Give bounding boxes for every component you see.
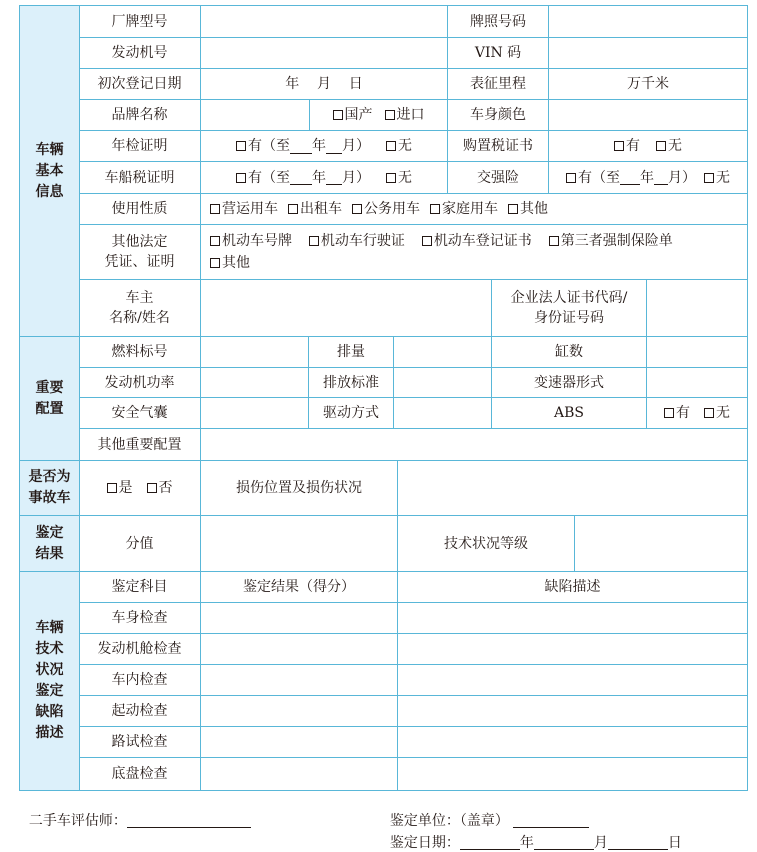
label-engine-power: 发动机功率 (79, 368, 201, 398)
checkbox-vessel-tax-no[interactable] (386, 173, 396, 183)
row-interior-check: 车内检查 (79, 665, 201, 696)
purchase-tax-options (549, 131, 747, 162)
checkbox-usage-taxi[interactable] (288, 204, 298, 214)
checkbox-insurance-no[interactable] (704, 173, 714, 183)
checkbox-abs-yes[interactable] (664, 408, 674, 418)
section-label-accident: 是否为 事故车 (20, 461, 80, 515)
accident-yes-label: 是 (118, 480, 133, 496)
label-first-registration: 初次登记日期 (79, 69, 201, 100)
section-accident (19, 460, 748, 516)
blank-year[interactable] (290, 170, 312, 185)
field-cylinders[interactable] (647, 337, 747, 368)
label-brand-model: 厂牌型号 (79, 6, 201, 38)
doc-option-label: 第三者强制保险单 (560, 233, 673, 249)
checkbox-insurance-yes[interactable] (566, 173, 576, 183)
until-label: （至 (592, 169, 620, 186)
label-cylinders: 缸数 (492, 337, 647, 368)
section-label-config: 重要 配置 (20, 337, 80, 460)
checkbox-doc-plate[interactable] (210, 236, 220, 246)
field-chassis-defect[interactable] (398, 758, 747, 790)
label-score: 分值 (79, 516, 201, 571)
checkbox-purchase-tax-yes[interactable] (614, 141, 624, 151)
label-grade: 技术状况等级 (398, 516, 575, 571)
field-chassis-result[interactable] (201, 758, 398, 790)
row-road-test: 路试检查 (79, 727, 201, 758)
appraiser-label: 二手车评估师： (28, 813, 127, 829)
checkbox-purchase-tax-no[interactable] (656, 141, 666, 151)
checkbox-doc-registration[interactable] (422, 236, 432, 246)
origin-options (310, 100, 448, 131)
section-config (19, 336, 748, 461)
documents-options (201, 225, 747, 280)
usage-option-label: 营运用车 (222, 201, 278, 217)
yes-label: 有 (578, 169, 592, 186)
checkbox-accident-no[interactable] (147, 483, 157, 493)
blank-month[interactable] (326, 139, 342, 154)
field-brand-model[interactable] (201, 6, 448, 38)
field-other-config[interactable] (201, 429, 747, 460)
year-label: 年 (640, 169, 654, 186)
field-airbag[interactable] (201, 398, 309, 429)
date-day-label: 日 (667, 835, 682, 851)
domestic-label: 国产 (344, 107, 373, 123)
field-grade[interactable] (575, 516, 747, 571)
field-vin[interactable] (549, 38, 747, 69)
section-tech (19, 571, 748, 791)
field-road-test-result[interactable] (201, 727, 398, 758)
year-label: 年 (312, 169, 326, 186)
label-damage: 损伤位置及损伤状况 (201, 461, 398, 515)
section-label-basic: 车辆 基本 信息 (20, 6, 80, 336)
field-body-check-defect[interactable] (398, 603, 747, 634)
field-plate-no[interactable] (549, 6, 747, 38)
label-airbag: 安全气囊 (79, 398, 201, 429)
label-vessel-tax: 车船税证明 (79, 162, 201, 194)
checkbox-doc-other[interactable] (210, 258, 220, 268)
section-label-tech: 车辆 技术 状况 鉴定 缺陷 描述 (20, 572, 80, 790)
no-label: 无 (716, 169, 730, 186)
label-id-code: 企业法人证书代码/ 身份证号码 (492, 280, 647, 336)
label-body-color: 车身颜色 (448, 100, 549, 131)
yes-label: 有 (676, 405, 690, 421)
header-result: 鉴定结果（得分） (201, 572, 398, 603)
label-other-documents: 其他法定 凭证、证明 (79, 225, 201, 280)
label-other-config: 其他重要配置 (79, 429, 201, 460)
field-interior-defect[interactable] (398, 665, 747, 696)
date-label: 鉴定日期： (389, 835, 460, 851)
field-damage[interactable] (398, 461, 747, 515)
accident-options (79, 461, 201, 515)
field-transmission[interactable] (647, 368, 747, 398)
inspection-options (201, 131, 448, 162)
field-road-test-defect[interactable] (398, 727, 747, 758)
label-inspection: 年检证明 (79, 131, 201, 162)
section-basic-info (19, 5, 748, 337)
checkbox-accident-yes[interactable] (107, 483, 117, 493)
label-engine-no: 发动机号 (79, 38, 201, 69)
field-engine-bay-defect[interactable] (398, 634, 747, 665)
date-month-field[interactable] (534, 835, 594, 850)
field-fuel[interactable] (201, 337, 309, 368)
unit-label: 鉴定单位：（盖章） (389, 813, 509, 829)
label-transmission: 变速器形式 (492, 368, 647, 398)
blank-year[interactable] (290, 139, 312, 154)
date-day-field[interactable] (608, 835, 668, 850)
no-label: 无 (716, 405, 730, 421)
label-plate-no: 牌照号码 (448, 6, 549, 38)
month-label: 月） (668, 169, 696, 186)
field-emission[interactable] (394, 368, 492, 398)
header-defect: 缺陷描述 (398, 572, 747, 603)
checkbox-doc-license[interactable] (309, 236, 319, 246)
field-displacement[interactable] (394, 337, 492, 368)
field-start-result[interactable] (201, 696, 398, 727)
field-engine-bay-result[interactable] (201, 634, 398, 665)
doc-option-label: 其他 (222, 255, 250, 271)
date-line (381, 816, 682, 852)
checkbox-doc-insurance[interactable] (549, 236, 559, 246)
usage-option-label: 出租车 (300, 201, 342, 217)
label-usage: 使用性质 (79, 194, 201, 225)
blank-month[interactable] (326, 170, 342, 185)
field-engine-power[interactable] (201, 368, 309, 398)
field-interior-result[interactable] (201, 665, 398, 696)
field-first-registration[interactable]: 年 月 日 (201, 69, 448, 100)
label-insurance: 交强险 (448, 162, 549, 194)
checkbox-abs-no[interactable] (704, 408, 714, 418)
row-engine-bay-check: 发动机舱检查 (79, 634, 201, 665)
header-item: 鉴定科目 (79, 572, 201, 603)
date-year-label: 年 (519, 835, 534, 851)
imported-label: 进口 (396, 107, 425, 123)
label-purchase-tax: 购置税证书 (448, 131, 549, 162)
yes-label: 有 (626, 138, 640, 154)
label-mileage: 表征里程 (448, 69, 549, 100)
label-owner: 车主 名称/姓名 (79, 280, 201, 336)
label-brand-name: 品牌名称 (79, 100, 201, 131)
checkbox-usage-other[interactable] (508, 204, 518, 214)
insurance-options (549, 162, 747, 194)
row-chassis-check: 底盘检查 (79, 758, 201, 790)
field-drive[interactable] (394, 398, 492, 429)
label-drive: 驱动方式 (309, 398, 394, 429)
checkbox-inspection-no[interactable] (386, 141, 396, 151)
documents-options-inner (210, 230, 673, 274)
no-label: 无 (398, 169, 412, 186)
abs-options (647, 398, 747, 429)
checkbox-usage-official[interactable] (352, 204, 362, 214)
usage-option-label: 家庭用车 (442, 201, 498, 217)
field-score[interactable] (201, 516, 398, 571)
yes-label: 有 (248, 169, 262, 186)
doc-option-label: 机动车登记证书 (433, 233, 532, 249)
year-label: 年 (312, 138, 326, 154)
month-label: 月） (342, 138, 370, 154)
blank-month[interactable] (654, 170, 668, 185)
date-month-label: 月 (593, 835, 608, 851)
field-mileage[interactable]: 万千米 (549, 69, 747, 100)
checkbox-usage-operating[interactable] (210, 204, 220, 214)
checkbox-domestic[interactable] (333, 110, 343, 120)
field-owner[interactable] (201, 280, 492, 336)
date-year-field[interactable] (460, 835, 520, 850)
checkbox-usage-family[interactable] (430, 204, 440, 214)
field-body-color[interactable] (549, 100, 747, 131)
appraiser-line (20, 794, 251, 830)
blank-year[interactable] (620, 170, 640, 185)
label-abs: ABS (492, 398, 647, 429)
no-label: 无 (668, 138, 682, 154)
doc-option-label: 机动车号牌 (222, 233, 292, 249)
appraiser-signature-field[interactable] (127, 813, 251, 828)
field-engine-no[interactable] (201, 38, 448, 69)
checkbox-imported[interactable] (385, 110, 395, 120)
month-label: 月） (342, 169, 370, 186)
usage-option-label: 其他 (520, 201, 548, 217)
yes-label: 有 (248, 138, 262, 154)
doc-option-label: 机动车行驶证 (320, 233, 405, 249)
label-vin: VIN 码 (448, 38, 549, 69)
accident-no-label: 否 (158, 480, 173, 496)
checkbox-vessel-tax-yes[interactable] (236, 173, 246, 183)
checkbox-inspection-yes[interactable] (236, 141, 246, 151)
label-emission: 排放标准 (309, 368, 394, 398)
field-id-code[interactable] (647, 280, 747, 336)
no-label: 无 (398, 138, 412, 154)
usage-option-label: 公务用车 (364, 201, 420, 217)
vessel-tax-options (201, 162, 448, 194)
field-brand-name[interactable] (201, 100, 310, 131)
row-start-check: 起动检查 (79, 696, 201, 727)
field-start-defect[interactable] (398, 696, 747, 727)
field-body-check-result[interactable] (201, 603, 398, 634)
label-fuel: 燃料标号 (79, 337, 201, 368)
until-label: （至 (262, 169, 290, 186)
label-displacement: 排量 (309, 337, 394, 368)
row-body-check: 车身检查 (79, 603, 201, 634)
until-label: （至 (262, 138, 290, 154)
usage-options (201, 194, 747, 225)
section-result (19, 515, 748, 572)
section-label-result: 鉴定 结果 (20, 516, 80, 571)
